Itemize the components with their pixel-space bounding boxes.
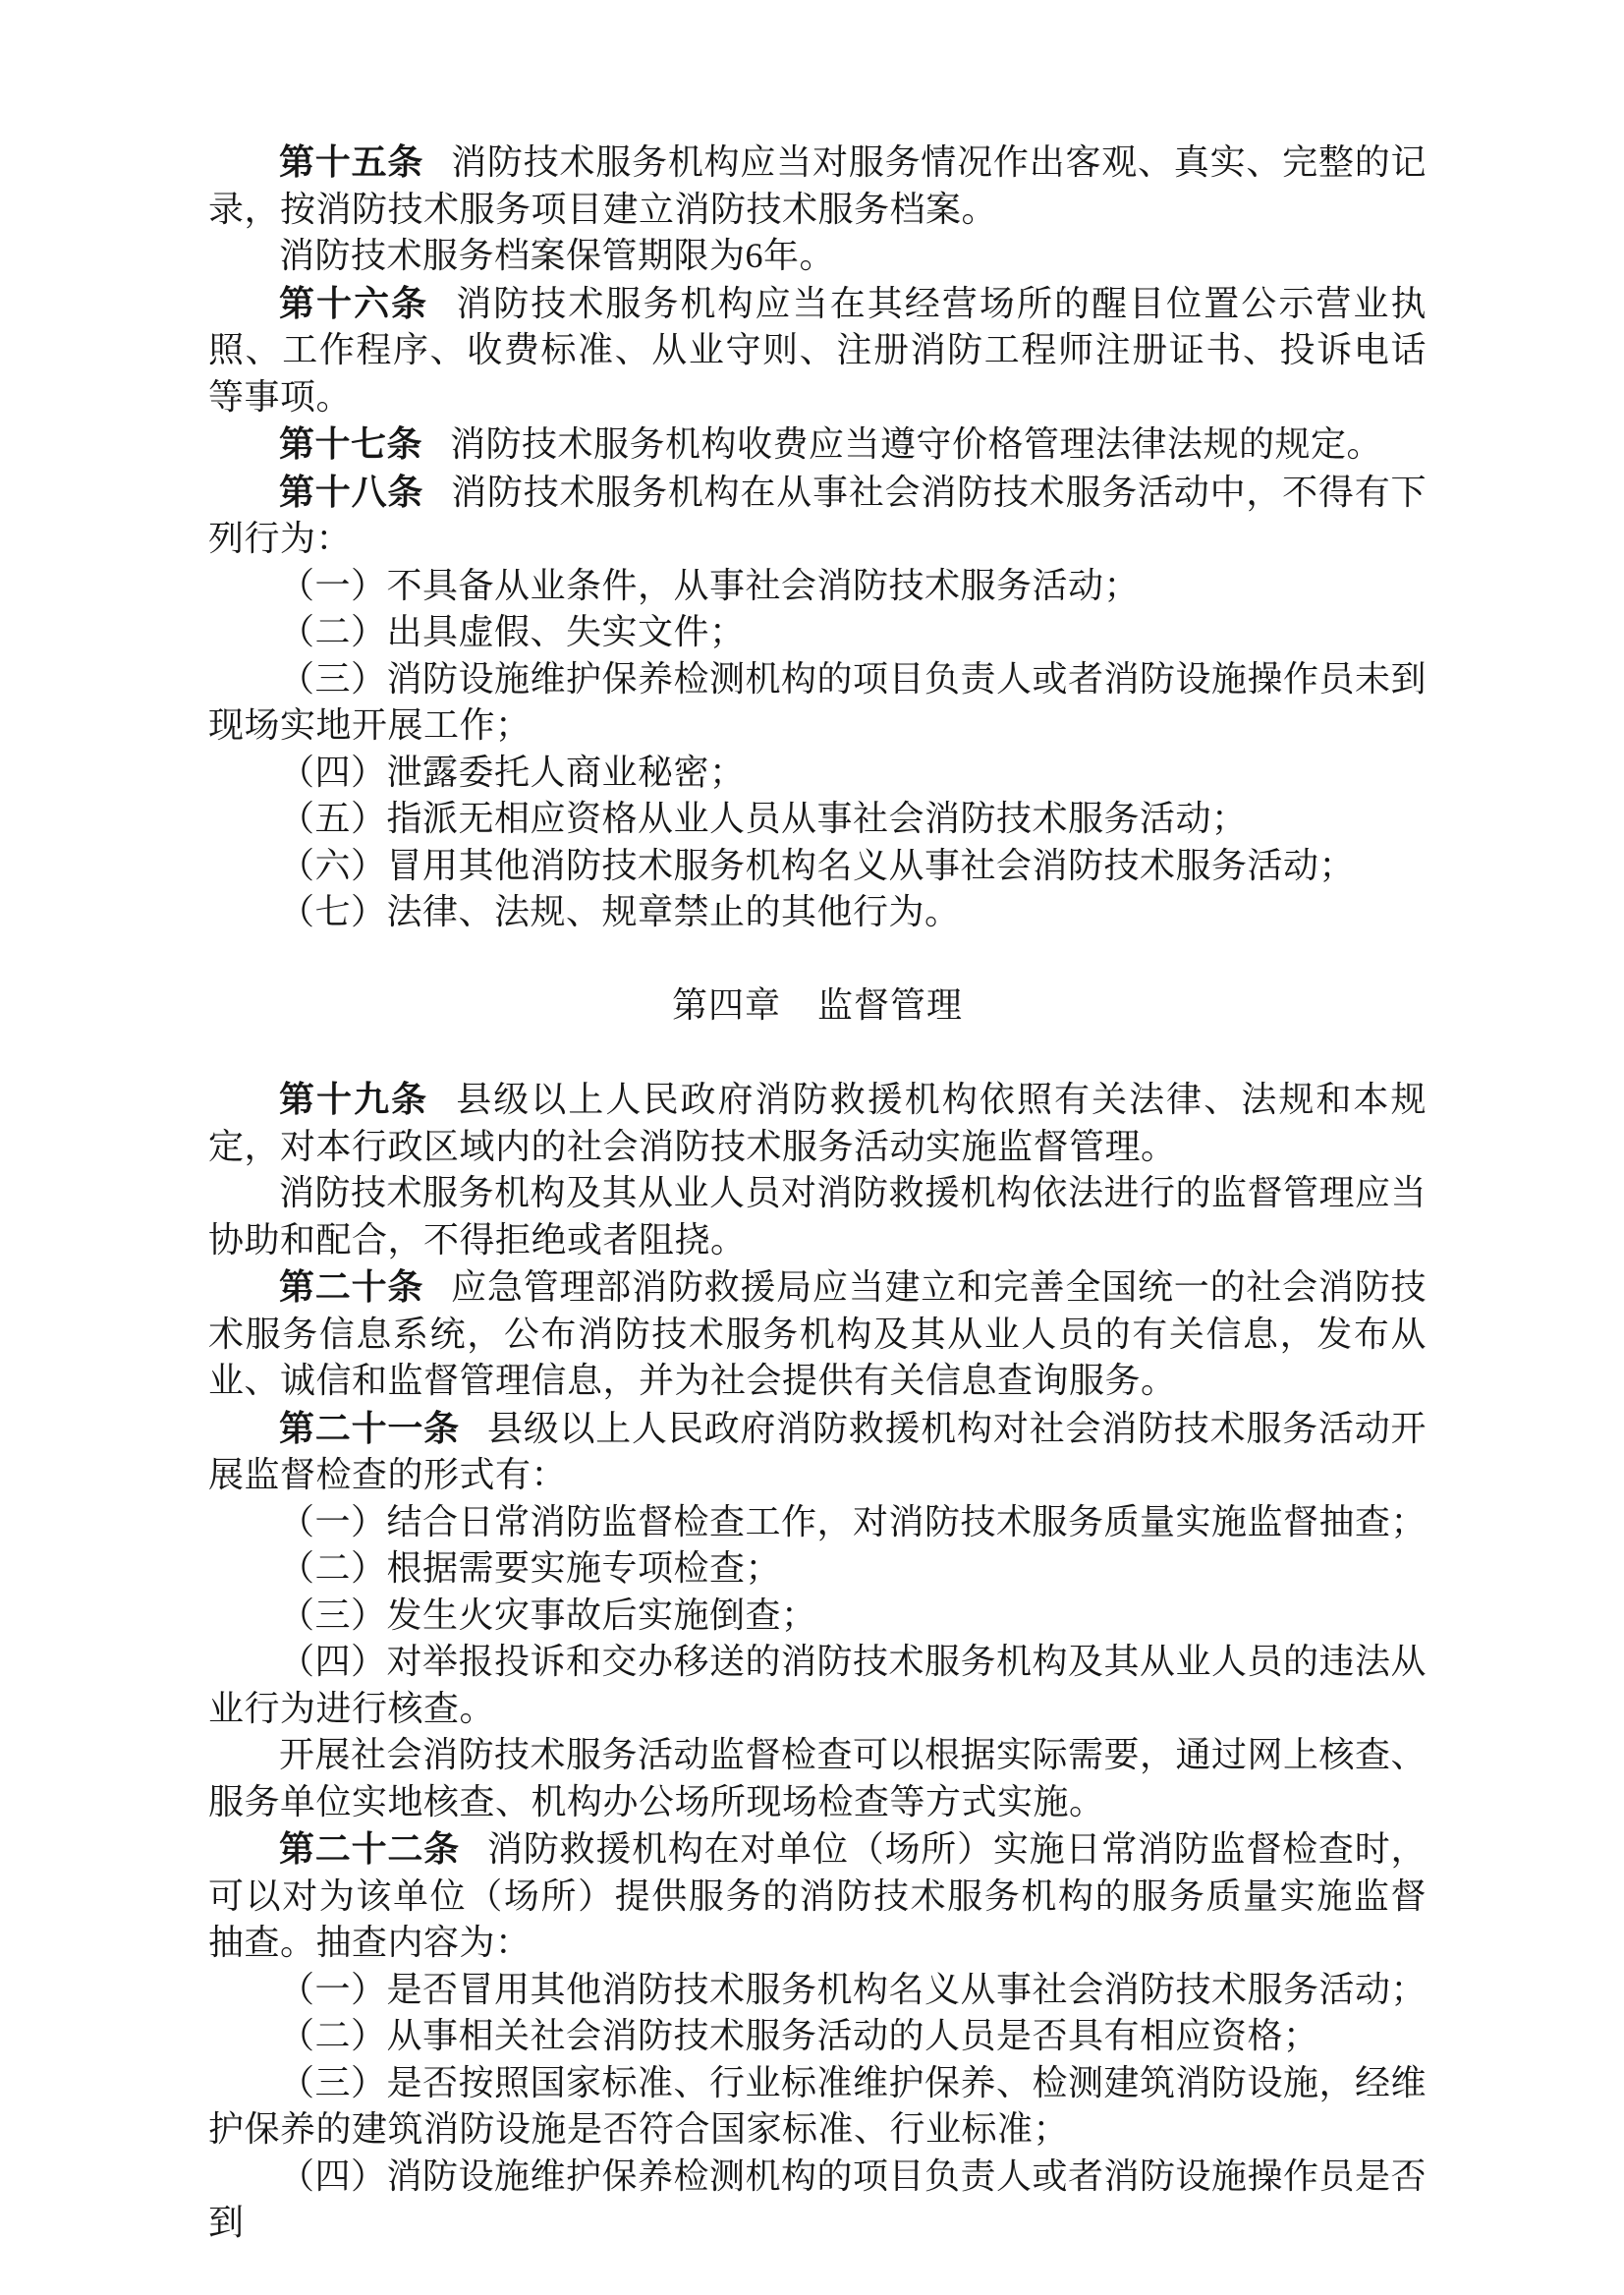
paragraph-text: 县级以上人民政府消防救援机构对社会消防技术服务活动开展监督检查的形式有： — [208, 1408, 1427, 1494]
paragraph-text: 县级以上人民政府消防救援机构依照有关法律、法规和本规定，对本行政区域内的社会消防技术服务活动实施监督管理。 — [208, 1080, 1427, 1166]
article-paragraph — [208, 469, 1427, 563]
paragraph-text: （五）指派无相应资格从业人员从事社会消防技术服务活动； — [279, 799, 1248, 838]
paragraph-text: （二）出具虚假、失实文件； — [279, 612, 746, 651]
list-item-paragraph — [208, 889, 1427, 936]
paragraph-text: 开展社会消防技术服务活动监督检查可以根据实际需要，通过网上核查、服务单位实地核查、机构办公场所现场检查等方式实施。 — [208, 1735, 1428, 1821]
list-item-paragraph — [208, 796, 1427, 843]
list-item-paragraph — [208, 2060, 1427, 2154]
list-item-paragraph — [208, 563, 1427, 610]
paragraph-text: （四）泄露委托人商业秘密； — [279, 752, 746, 792]
paragraph-text: （二）从事相关社会消防技术服务活动的人员是否具有相应资格； — [279, 2016, 1319, 2055]
article-number: 第十五条 — [279, 141, 424, 182]
paragraph-text: 消防技术服务机构及其从业人员对消防救援机构依法进行的监督管理应当协助和配合，不得拒绝或者阻挠。 — [208, 1173, 1428, 1259]
paragraph-text: 消防救援机构在对单位（场所）实施日常消防监督检查时，可以对为该单位（场所）提供服务的消防技术服务机构的服务质量实施监督抽查。抽查内容为： — [208, 1829, 1427, 1962]
paragraph-text: 消防技术服务机构应当在其经营场所的醒目位置公示营业执照、工作程序、收费标准、从业守则、注册消防工程师注册证书、投诉电话等事项。 — [208, 283, 1427, 417]
paragraph — [208, 1170, 1427, 1263]
list-item-paragraph — [208, 609, 1427, 656]
article-number: 第二十一条 — [279, 1407, 460, 1448]
paragraph — [208, 1732, 1427, 1825]
article-number: 第十九条 — [279, 1079, 429, 1119]
paragraph-text: （一）结合日常消防监督检查工作，对消防技术服务质量实施监督抽查； — [279, 1501, 1428, 1541]
list-item-paragraph — [208, 1639, 1427, 1732]
paragraph — [208, 233, 1427, 280]
article-paragraph — [208, 1825, 1427, 1967]
article-number: 第二十二条 — [279, 1828, 460, 1869]
paragraph-text: （四）消防设施维护保养检测机构的项目负责人或者消防设施操作员是否到 — [208, 2155, 1428, 2242]
list-item-paragraph — [208, 1545, 1427, 1593]
article-number: 第十七条 — [279, 423, 423, 464]
list-item-paragraph — [208, 2154, 1427, 2247]
article-paragraph — [208, 139, 1427, 233]
article-paragraph — [208, 280, 1427, 421]
paragraph-text: （六）冒用其他消防技术服务机构名义从事社会消防技术服务活动； — [279, 845, 1356, 885]
article-paragraph — [208, 1263, 1427, 1405]
article-paragraph — [208, 1076, 1427, 1170]
paragraph-text: 消防技术服务机构应当对服务情况作出客观、真实、完整的记录，按消防技术服务项目建立消防技术服务档案。 — [208, 142, 1427, 229]
paragraph-text: （三）是否按照国家标准、行业标准维护保养、检测建筑消防设施，经维护保养的建筑消防设施是否符合国家标准、行业标准； — [208, 2062, 1428, 2149]
paragraph-text: （三）发生火灾事故后实施倒查； — [279, 1595, 817, 1635]
article-number: 第二十条 — [279, 1266, 424, 1307]
paragraph-text: 应急管理部消防救援局应当建立和完善全国统一的社会消防技术服务信息系统，公布消防技术服务机构及其从业人员的有关信息，发布从业、诚信和监督管理信息，并为社会提供有关信息查询服务。 — [208, 1267, 1427, 1400]
list-item-paragraph — [208, 1967, 1427, 2014]
article-number: 第十六条 — [279, 282, 429, 323]
paragraph-text: （一）是否冒用其他消防技术服务机构名义从事社会消防技术服务活动； — [279, 1969, 1428, 2009]
paragraph-text: 消防技术服务机构收费应当遵守价格管理法律法规的规定。 — [450, 424, 1383, 464]
paragraph-text: （三）消防设施维护保养检测机构的项目负责人或者消防设施操作员未到现场实地开展工作； — [208, 658, 1428, 745]
list-item-paragraph — [208, 750, 1427, 797]
paragraph-text: （一）不具备从业条件，从事社会消防技术服务活动； — [279, 565, 1141, 605]
article-paragraph — [208, 420, 1427, 469]
paragraph-text: （七）法律、法规、规章禁止的其他行为。 — [279, 892, 961, 931]
document-body — [208, 139, 1427, 2247]
paragraph-text: （四）对举报投诉和交办移送的消防技术服务机构及其从业人员的违法从业行为进行核查。 — [208, 1642, 1428, 1728]
chapter-heading: 第四章 监督管理 — [671, 985, 963, 1025]
list-item-paragraph — [208, 843, 1427, 890]
list-item-paragraph — [208, 1593, 1427, 1640]
paragraph-text: 消防技术服务档案保管期限为6年。 — [279, 236, 836, 275]
article-paragraph — [208, 1405, 1427, 1499]
list-item-paragraph — [208, 1499, 1427, 1546]
article-number: 第十八条 — [279, 471, 424, 512]
paragraph-text: 消防技术服务机构在从事社会消防技术服务活动中，不得有下列行为： — [208, 472, 1427, 558]
list-item-paragraph — [208, 2013, 1427, 2060]
list-item-paragraph — [208, 656, 1427, 750]
paragraph-text: （二）根据需要实施专项检查； — [279, 1548, 782, 1588]
